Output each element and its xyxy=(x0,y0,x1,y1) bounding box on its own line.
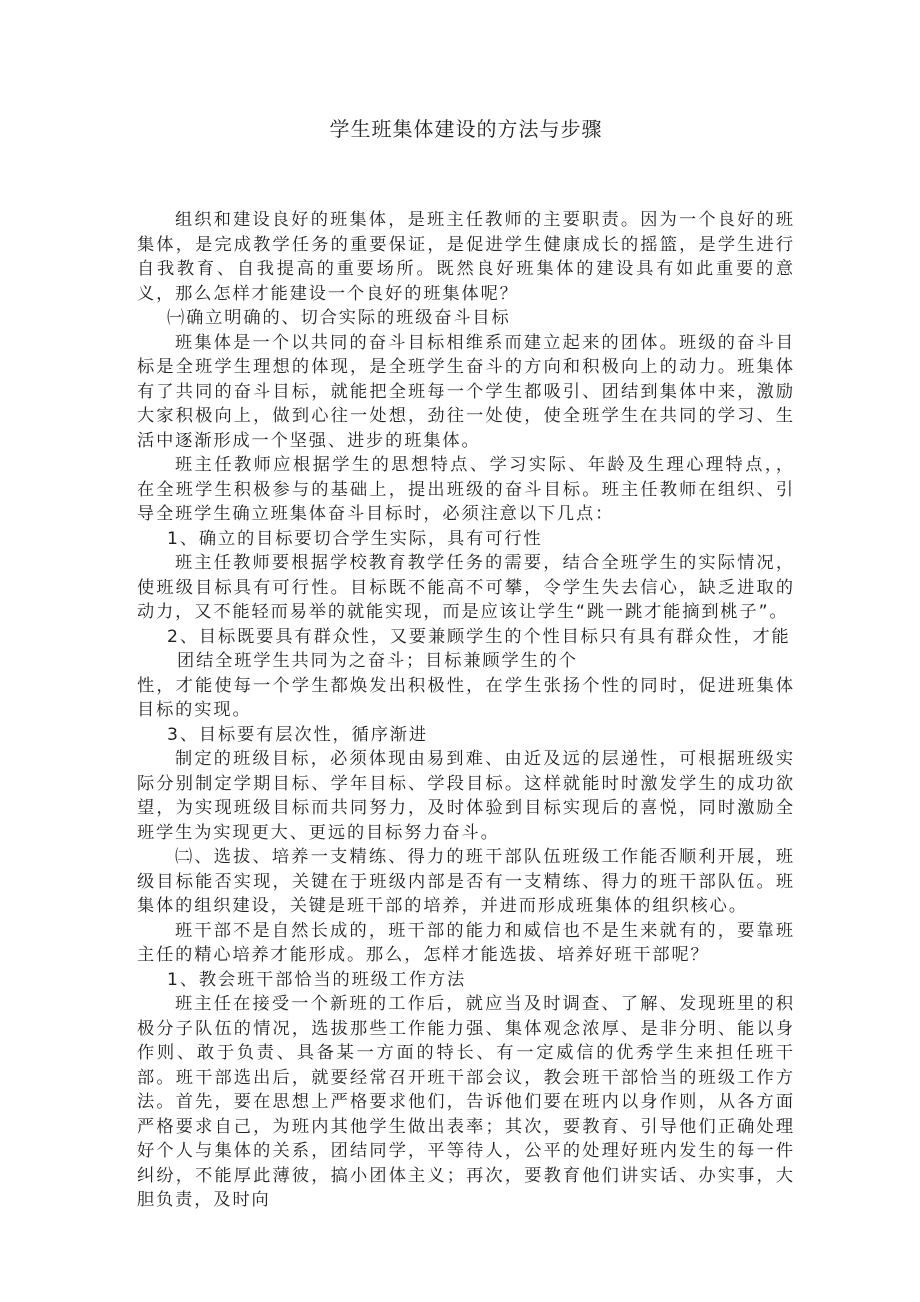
subheading-1-1: 1、确立的目标要切合学生实际，具有可行性 xyxy=(167,528,543,549)
subheading-1-3: 3、目标要有层次性，循序渐进 xyxy=(167,724,428,745)
section-heading-2: ㈡、选拔、培养一支精练、得力的班干部队伍班级工作能否顺利开展，班级目标能否实现，关键在于班级内部是否有一支精练、得力的班干部队伍。班集体的组织建设，关键是班干部的培养，并进而形成班集体的组织核心。 xyxy=(137,847,795,916)
subheading-1-2-continued: 团结全班学生共同为之奋斗；目标兼顾学生的个 xyxy=(177,651,578,671)
paragraph: 班集体是一个以共同的奋斗目标相维系而建立起来的团体。班级的奋斗目标是全班学生理想的体现，是全班学生奋斗的方向和积极向上的动力。班集体有了共同的奋斗目标，就能把全班每一个学生都吸引、团结到集体中来，激励大家积极向上，做到心往一处想，劲往一处使，使全班学生在共同的学习、生活中逐渐形成一个坚强、进步的班集体。 xyxy=(137,332,795,451)
subheading-2-1: 1、教会班干部恰当的班级工作方法 xyxy=(167,969,467,990)
paragraph-intro: 组织和建设良好的班集体，是班主任教师的主要职责。因为一个良好的班集体，是完成教学任务的重要保证，是促进学生健康成长的摇篮，是学生进行自我教育、自我提高的重要场所。既然良好班集体的建设具有如此重要的意义，那么怎样才能建设一个良好的班集体呢？ xyxy=(137,210,795,304)
paragraph: 班干部不是自然长成的，班干部的能力和威信也不是生来就有的，要靠班主任的精心培养才能形成。那么，怎样才能选拔、培养好班干部呢？ xyxy=(137,920,795,965)
paragraph: 班主任教师要根据学校教育教学任务的需要，结合全班学生的实际情况，使班级目标具有可行性。目标既不能高不可攀，令学生失去信心，缺乏进取的动力，又不能轻而易举的就能实现，而是应该让学生“跳一跳才能摘到桃子”。 xyxy=(137,553,795,622)
document-title: 学生班集体建设的方法与步骤 xyxy=(329,117,603,141)
paragraph: 性，才能使每一个学生都焕发出积极性，在学生张扬个性的同时，促进班集体目标的实现。 xyxy=(137,675,795,720)
paragraph: 制定的班级目标，必须体现由易到难、由近及远的层递性，可根据班级实际分别制定学期目标、学年目标、学段目标。这样就能时时激发学生的成功欲望，为实现班级目标而共同努力，及时体验到目标实现后的喜悦，同时激励全班学生为实现更大、更远的目标努力奋斗。 xyxy=(137,749,795,843)
paragraph: 班主任在接受一个新班的工作后，就应当及时调查、了解、发现班里的积极分子队伍的情况，选拔那些工作能力强、集体观念浓厚、是非分明、能以身作则、敢于负责、具备某一方面的特长、有一定威信的优秀学生来担任班干部。班干部选出后，就要经常召开班干部会议，教会班干部恰当的班级工作方法。首先，要在思想上严格要求他们，告诉他们要在班内以身作则，从各方面严格要求自己，为班内其他学生做出表率；其次，要教育、引导他们正确处理好个人与集体的关系，团结同学，平等待人，公平的处理好班内发生的每一件纠纷，不能厚此薄彼，搞小团体主义；再次，要教育他们讲实话、办实事，大胆负责，及时向 xyxy=(137,994,795,1210)
document-body xyxy=(137,208,795,1213)
paragraph: 班主任教师应根据学生的思想特点、学习实际、年龄及生理心理特点，，在全班学生积极参与的基础上，提出班级的奋斗目标。班主任教师在组织、引导全班学生确立班集体奋斗目标时，必须注意以下几点： xyxy=(137,455,795,524)
section-heading-1: ㈠确立明确的、切合实际的班级奋斗目标 xyxy=(167,308,511,328)
subheading-1-2: 2、目标既要具有群众性，又要兼顾学生的个性目标只有具有群众性，才能 xyxy=(167,626,791,647)
